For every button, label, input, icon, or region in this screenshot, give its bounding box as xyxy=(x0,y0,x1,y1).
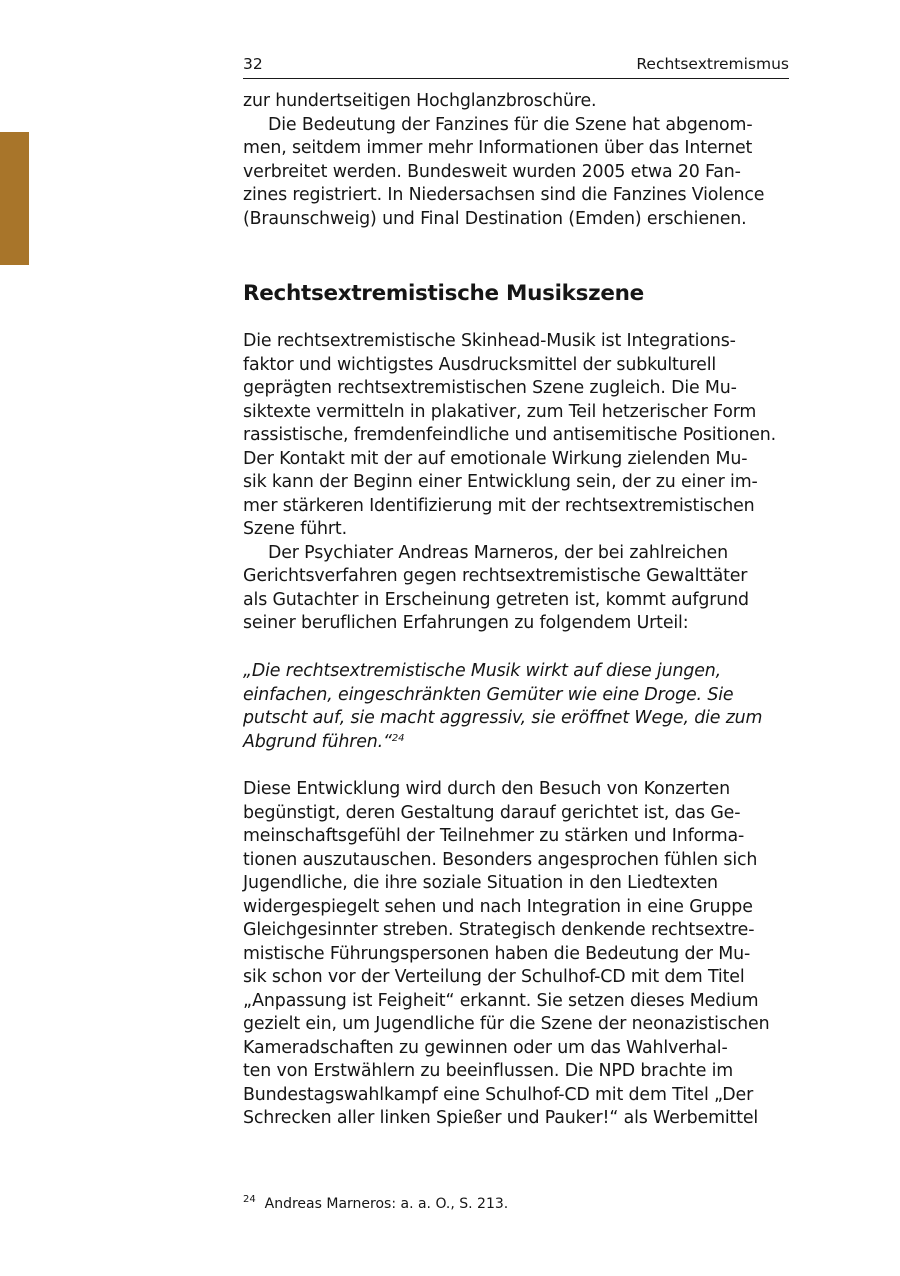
text-line: men, seitdem immer mehr Informationen über das Internet xyxy=(243,138,753,158)
footnote-number: 24 xyxy=(243,1194,256,1205)
page-header xyxy=(243,54,789,79)
text-line: Gerichtsverfahren gegen rechtsextremistische Gewalttäter xyxy=(243,566,748,586)
quote-line: einfachen, eingeschränkten Gemüter wie eine Droge. Sie xyxy=(243,684,734,705)
text-line: gezielt ein, um Jugendliche für die Szene der neonazistischen xyxy=(243,1014,770,1034)
text-line: ten von Erstwählern zu beeinflussen. Die NPD brachte im xyxy=(243,1061,734,1081)
text-line: Gleichgesinnter streben. Strategisch denkende rechtsextre- xyxy=(243,920,755,940)
text-line: zur hundertseitigen Hochglanzbroschüre. xyxy=(243,91,597,111)
chapter-side-tab xyxy=(0,132,29,265)
text-line: Die Bedeutung der Fanzines für die Szene hat abgenom- xyxy=(268,114,753,135)
text-line: zines registriert. In Niedersachsen sind die Fanzines Violence xyxy=(243,185,765,205)
quote-line-last xyxy=(243,731,789,755)
block-quote xyxy=(243,660,789,754)
text-line: tionen auszutauschen. Besonders angesprochen fühlen sich xyxy=(243,849,758,870)
page-number: 32 xyxy=(243,55,263,73)
text-line: (Braunschweig) und Final Destination (Emden) erschienen. xyxy=(243,208,747,229)
text-line: „Anpassung ist Feigheit“ erkannt. Sie setzen dieses Medium xyxy=(243,990,759,1011)
text-line: Bundestagswahlkampf eine Schulhof-CD mit dem Titel „Der xyxy=(243,1084,754,1105)
text-line: siktexte vermitteln in plakativer, zum Teil hetzerischer Form xyxy=(243,401,757,422)
text-line: begünstigt, deren Gestaltung darauf gerichtet ist, das Ge- xyxy=(243,802,741,823)
text-line: sik schon vor der Verteilung der Schulhof-CD mit dem Titel xyxy=(243,967,745,987)
text-line: Jugendliche, die ihre soziale Situation in den Liedtexten xyxy=(243,873,718,893)
text-line: Diese Entwicklung wird durch den Besuch von Konzerten xyxy=(243,779,730,799)
text-line: mer stärkeren Identifizierung mit der rechtsextremistischen xyxy=(243,495,755,516)
text-line: Die rechtsextremistische Skinhead-Musik ist Integrations- xyxy=(243,331,736,351)
footnote-text: Andreas Marneros: a. a. O., S. 213. xyxy=(264,1196,509,1212)
text-line: rassistische, fremdenfeindliche und antisemitische Positionen. xyxy=(243,425,777,445)
text-line: widergespiegelt sehen und nach Integration in eine Gruppe xyxy=(243,896,753,917)
running-title: Rechtsextremismus xyxy=(636,55,789,73)
paragraph-konzerte xyxy=(243,778,789,1131)
text-line: Kameradschaften zu gewinnen oder um das Wahlverhal- xyxy=(243,1037,728,1058)
footnote-reference[interactable]: 24 xyxy=(391,732,405,744)
quote-line: „Die rechtsextremistische Musik wirkt auf diese jungen, xyxy=(243,661,722,681)
quote-line: putscht auf, sie macht aggressiv, sie eröffnet Wege, die zum xyxy=(243,708,763,728)
text-line: sik kann der Beginn einer Entwicklung sein, der zu einer im- xyxy=(243,472,758,492)
text-line: Schrecken aller linken Spießer und Pauker!“ als Werbemittel xyxy=(243,1108,759,1128)
paragraph-fanzines xyxy=(243,90,789,231)
text-line: Der Kontakt mit der auf emotionale Wirkung zielenden Mu- xyxy=(243,448,748,469)
text-line: mistische Führungspersonen haben die Bedeutung der Mu- xyxy=(243,943,751,964)
text-line: meinschaftsgefühl der Teilnehmer zu stärken und Informa- xyxy=(243,826,745,846)
text-line: geprägten rechtsextremistischen Szene zugleich. Die Mu- xyxy=(243,378,737,398)
text-line: verbreitet werden. Bundesweit wurden 2005 etwa 20 Fan- xyxy=(243,161,741,182)
text-line: Szene führt. xyxy=(243,519,347,539)
text-line: faktor und wichtigstes Ausdrucksmittel der subkulturell xyxy=(243,354,717,375)
quote-text: Abgrund führen.“ xyxy=(243,731,392,752)
paragraph-musikszene xyxy=(243,330,789,636)
text-line: Der Psychiater Andreas Marneros, der bei zahlreichen xyxy=(268,542,728,563)
footnote xyxy=(243,1195,508,1213)
text-line: seiner beruflichen Erfahrungen zu folgendem Urteil: xyxy=(243,613,689,633)
text-line: als Gutachter in Erscheinung getreten ist, kommt aufgrund xyxy=(243,589,749,610)
section-heading: Rechtsextremistische Musikszene xyxy=(243,281,644,306)
